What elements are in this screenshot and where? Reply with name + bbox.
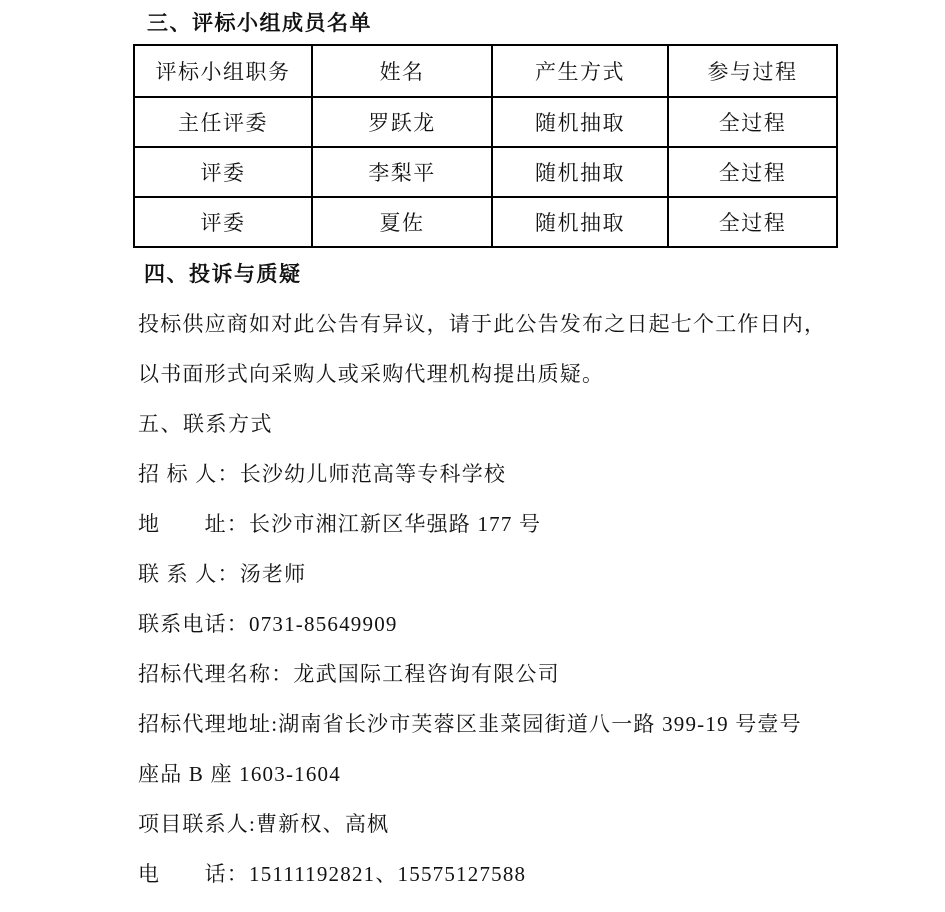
section-heading-committee: 三、评标小组成员名单	[147, 11, 372, 35]
contact-line-agency-name: 招标代理名称：龙武国际工程咨询有限公司	[138, 662, 560, 686]
section-heading-contact: 五、联系方式	[138, 412, 273, 436]
table-row	[134, 197, 837, 247]
contact-line-phone: 联系电话：0731-85649909	[138, 612, 398, 636]
contact-line-project-contacts: 项目联系人:曹新权、高枫	[138, 812, 390, 836]
contact-line-project-phone: 电 话：15111192821、15575127588	[138, 862, 527, 886]
table-cell-role: 评委	[134, 147, 312, 197]
table-header-row	[134, 45, 837, 97]
table-header-cell: 参与过程	[668, 45, 837, 97]
table-header-cell: 评标小组职务	[134, 45, 312, 97]
table-header-cell: 姓名	[312, 45, 492, 97]
table-cell-role: 评委	[134, 197, 312, 247]
committee-table	[133, 44, 838, 248]
contact-line-agency-address-cont: 座品 B 座 1603-1604	[138, 762, 341, 786]
table-cell-process: 全过程	[668, 197, 837, 247]
contact-line-agency-address: 招标代理地址:湖南省长沙市芙蓉区韭菜园街道八一路 399-19 号壹号	[138, 712, 802, 736]
table-row	[134, 97, 837, 147]
table-cell-method: 随机抽取	[492, 197, 668, 247]
complaint-text-line: 以书面形式向采购人或采购代理机构提出质疑。	[138, 362, 605, 386]
contact-line-person: 联 系 人：汤老师	[138, 562, 307, 586]
table-cell-role: 主任评委	[134, 97, 312, 147]
table-cell-name: 夏佐	[312, 197, 492, 247]
table-cell-name: 李梨平	[312, 147, 492, 197]
table-row	[134, 147, 837, 197]
section-heading-complaint: 四、投诉与质疑	[144, 262, 302, 286]
table-cell-process: 全过程	[668, 147, 837, 197]
complaint-text-line: 投标供应商如对此公告有异议，请于此公告发布之日起七个工作日内，	[138, 312, 827, 336]
table-cell-process: 全过程	[668, 97, 837, 147]
table-cell-method: 随机抽取	[492, 147, 668, 197]
table-cell-method: 随机抽取	[492, 97, 668, 147]
contact-line-bidder: 招 标 人：长沙幼儿师范高等专科学校	[138, 462, 507, 486]
contact-line-address: 地 址：长沙市湘江新区华强路 177 号	[138, 512, 542, 536]
table-header-cell: 产生方式	[492, 45, 668, 97]
table-cell-name: 罗跃龙	[312, 97, 492, 147]
